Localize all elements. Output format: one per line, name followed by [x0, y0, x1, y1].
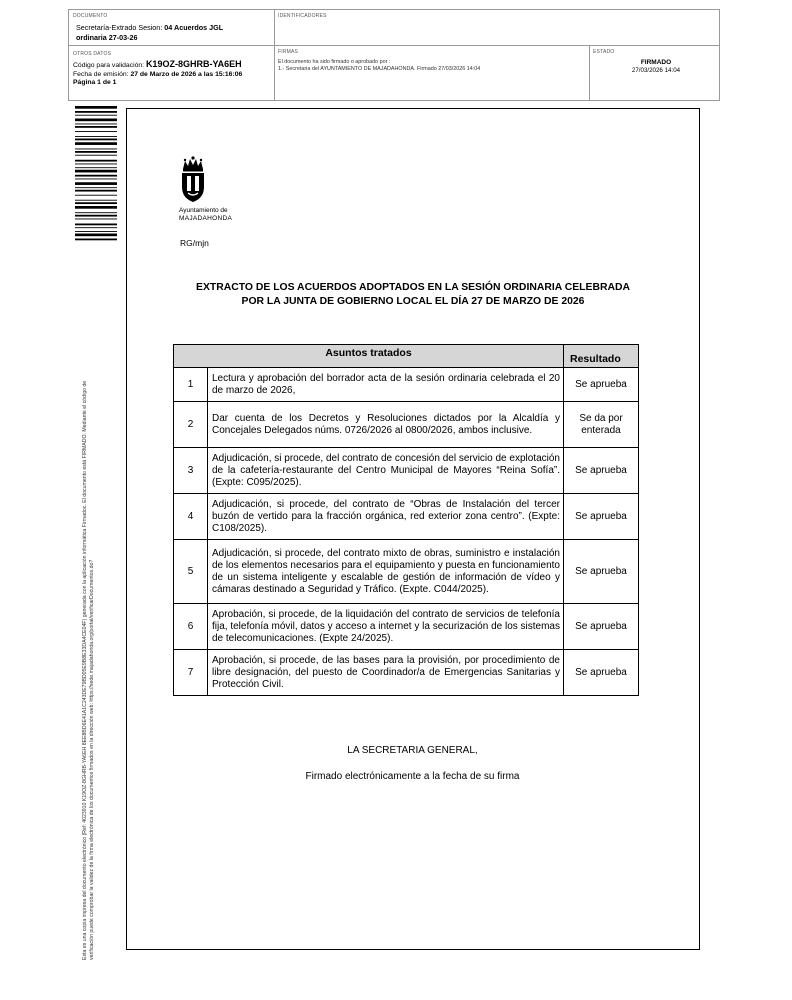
documento-label: DOCUMENTO [73, 13, 108, 19]
row-number: 1 [174, 368, 208, 402]
pagina-label: Página 1 de 1 [73, 79, 117, 86]
secretaria-general: LA SECRETARIA GENERAL, [347, 745, 478, 756]
estado-label: ESTADO [593, 49, 615, 55]
table-row [174, 368, 639, 402]
identificadores-label: IDENTIFICADORES [278, 13, 327, 19]
table-row [174, 402, 639, 448]
document-title [167, 281, 659, 309]
documento-bold2: ordinaria 27-03-26 [76, 33, 138, 42]
identificadores-cell [275, 10, 719, 46]
reference-initials: RG/mjn [180, 238, 209, 248]
firmas-label: FIRMAS [278, 49, 299, 55]
row-subject: Lectura y aprobación del borrador acta de la sesión ordinaria celebrada el 20 de marzo de 2026, [208, 368, 564, 402]
page-frame [126, 108, 700, 950]
table-row [174, 604, 639, 650]
otros-label: OTROS DATOS [73, 51, 112, 57]
otros-datos-cell [69, 46, 275, 101]
agenda-table [173, 344, 639, 696]
row-result: Se aprueba [564, 604, 639, 650]
row-number: 2 [174, 402, 208, 448]
row-result: Se aprueba [564, 448, 639, 494]
estado-cell [590, 46, 719, 101]
row-subject: Adjudicación, si procede, del contrato mixto de obras, suministro e instalación de los elementos necesarios para el equipamiento y puesta en funcionamiento de un sistema inteligente y escalable de gestión de información de vídeo y cámaras destinado a Seguridad y Tráfico. (Expte. C044/2025). [208, 540, 564, 604]
organization-name [179, 207, 232, 222]
side-text-line1: Esta es una copia impresa del documento electrónico (Ref: 4023910 K19OZ-8GHRB-YA6EH 8EE8BD6E41A1C243DE79BD05E9B8E33DA4CE04F) generada con la aplicación informática Firmadoc. El documento está FIRMADO. Mediante el código de [82, 380, 88, 960]
fecha-label: Fecha de emisión: [73, 70, 129, 78]
barcode [75, 106, 117, 278]
estado-value: FIRMADO [640, 59, 672, 66]
row-result: Se aprueba [564, 494, 639, 540]
document-header [68, 9, 720, 101]
firmado-electronicamente: Firmado electrónicamente a la fecha de su firma [305, 771, 520, 782]
row-subject: Dar cuenta de los Decretos y Resoluciones dictados por la Alcaldía y Concejales Delegados núms. 0726/2026 al 0800/2026, ambos inclusive. [208, 402, 564, 448]
firmas-line1: El documento ha sido firmado o aprobado por : [278, 59, 391, 65]
row-result: Se aprueba [564, 368, 639, 402]
row-result: Se aprueba [564, 540, 639, 604]
table-row [174, 448, 639, 494]
org-line1: Ayuntamiento de [179, 207, 228, 214]
title-line1: EXTRACTO DE LOS ACUERDOS ADOPTADOS EN LA SESIÓN ORDINARIA CELEBRADA [196, 282, 630, 293]
codigo-line [73, 60, 274, 71]
documento-prefix: Secretaría-Extrado Sesion: [76, 23, 163, 32]
documento-bold: 04 Acuerdos JGL [164, 23, 224, 32]
title-line2: POR LA JUNTA DE GOBIERNO LOCAL EL DÍA 27 DE MARZO DE 2026 [241, 296, 585, 307]
fecha-line [73, 71, 274, 80]
coat-of-arms-icon [177, 155, 209, 203]
header-asuntos: Asuntos tratados [174, 345, 564, 368]
header-resultado: Resultado [564, 345, 639, 368]
verification-side-text [82, 300, 96, 960]
row-number: 4 [174, 494, 208, 540]
fecha-value: 27 de Marzo de 2026 a las 15:16:06 [130, 70, 243, 78]
table-row [174, 650, 639, 696]
row-result: Se aprueba [564, 650, 639, 696]
codigo-label: Código para validación: [73, 62, 145, 69]
row-subject: Aprobación, si procede, de la liquidación del contrato de servicios de telefonía fija, telefonía móvil, datos y acceso a internet y la securización de los sistemas de telecomunicaciones. (Expte 24/2025). [208, 604, 564, 650]
firmas-line2: 1.- Secretaria del AYUNTAMIENTO DE MAJADAHONDA. Firmado 27/03/2026 14:04 [278, 66, 481, 72]
row-subject: Adjudicación, si procede, del contrato de concesión del servicio de explotación de la cafetería-restaurante del Centro Municipal de Mayores “Reina Sofía”. (Expte: C095/2025). [208, 448, 564, 494]
estado-date: 27/03/2026 14:04 [631, 67, 681, 74]
row-subject: Adjudicación, si procede, del contrato de “Obras de Instalación del tercer buzón de vertido para la fracción orgánica, red exterior zona centro”. (Expte: C108/2025). [208, 494, 564, 540]
row-number: 5 [174, 540, 208, 604]
side-text-line2: verificación puede comprobar la validez de la firma electrónica de los documentos firmados en la dirección web: https://sede.majadahonda.org/portal/verificarDocumentos.do? [89, 559, 95, 960]
row-number: 6 [174, 604, 208, 650]
firmas-text [278, 58, 589, 73]
firmas-cell [275, 46, 590, 101]
documento-cell [69, 10, 275, 46]
documento-value [73, 23, 274, 43]
row-subject: Aprobación, si procede, de las bases para la provisión, por procedimiento de libre designación, del puesto de Coordinador/a de Emergencias Sanitarias y Protección Civil. [208, 650, 564, 696]
row-number: 3 [174, 448, 208, 494]
org-line2: MAJADAHONDA [179, 214, 233, 222]
table-row [174, 540, 639, 604]
table-row [174, 494, 639, 540]
table-header-row [174, 345, 639, 368]
codigo-value: K19OZ-8GHRB-YA6EH [145, 59, 242, 69]
row-result: Se da por enterada [564, 402, 639, 448]
row-number: 7 [174, 650, 208, 696]
